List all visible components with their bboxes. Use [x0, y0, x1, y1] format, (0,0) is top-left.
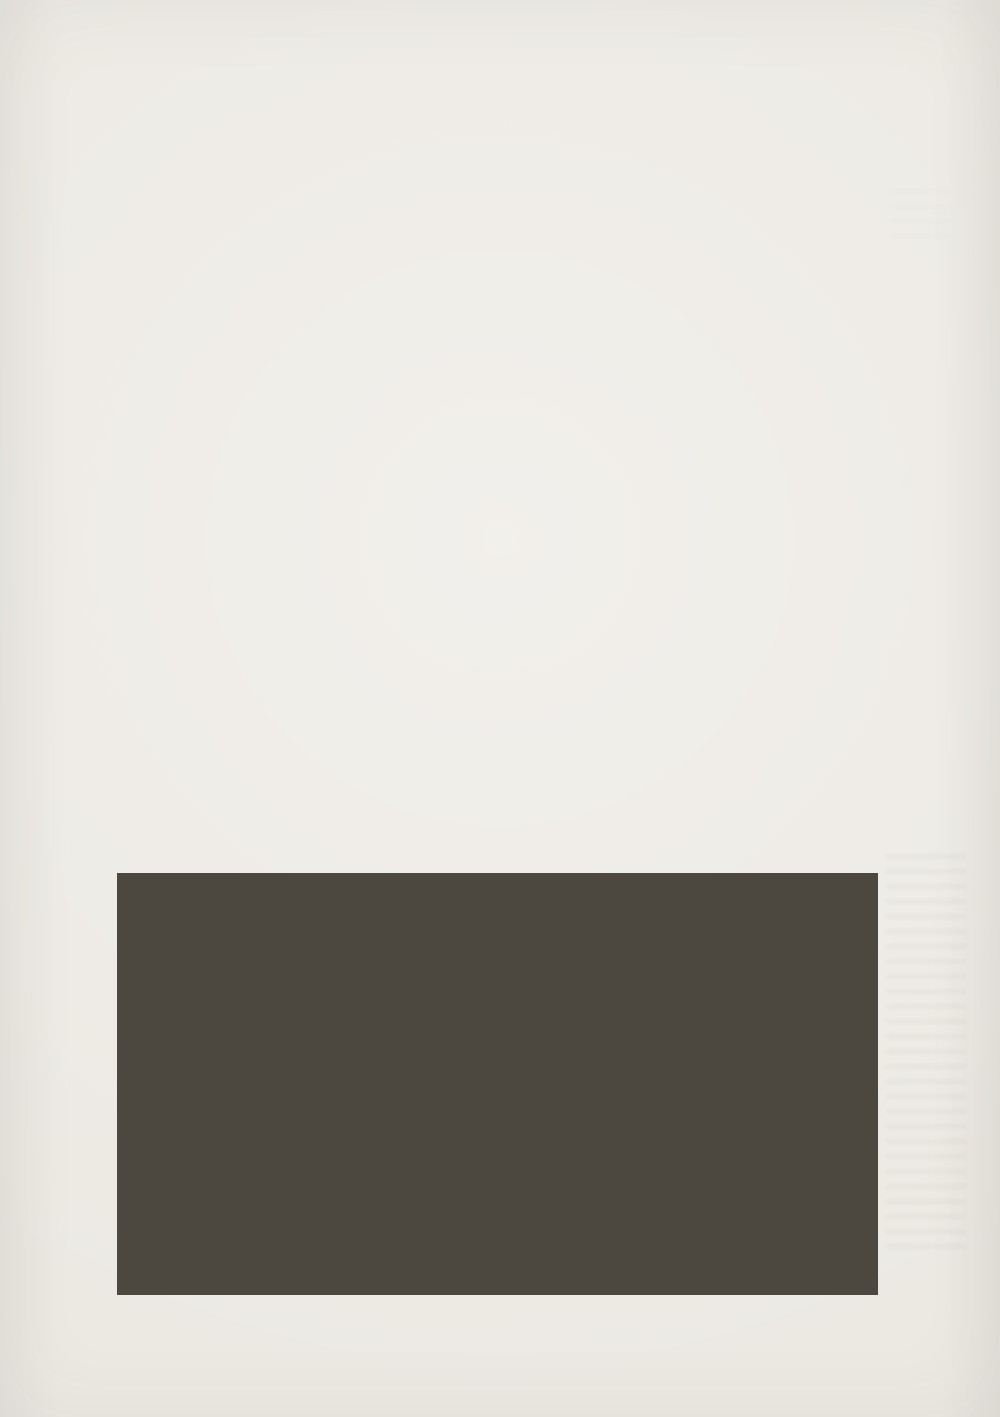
bleed-through-smudge: [890, 190, 950, 240]
group-photo: [117, 873, 878, 1295]
group-photo-illustration: [117, 873, 878, 1295]
bleed-through-smudge: [886, 855, 966, 1255]
